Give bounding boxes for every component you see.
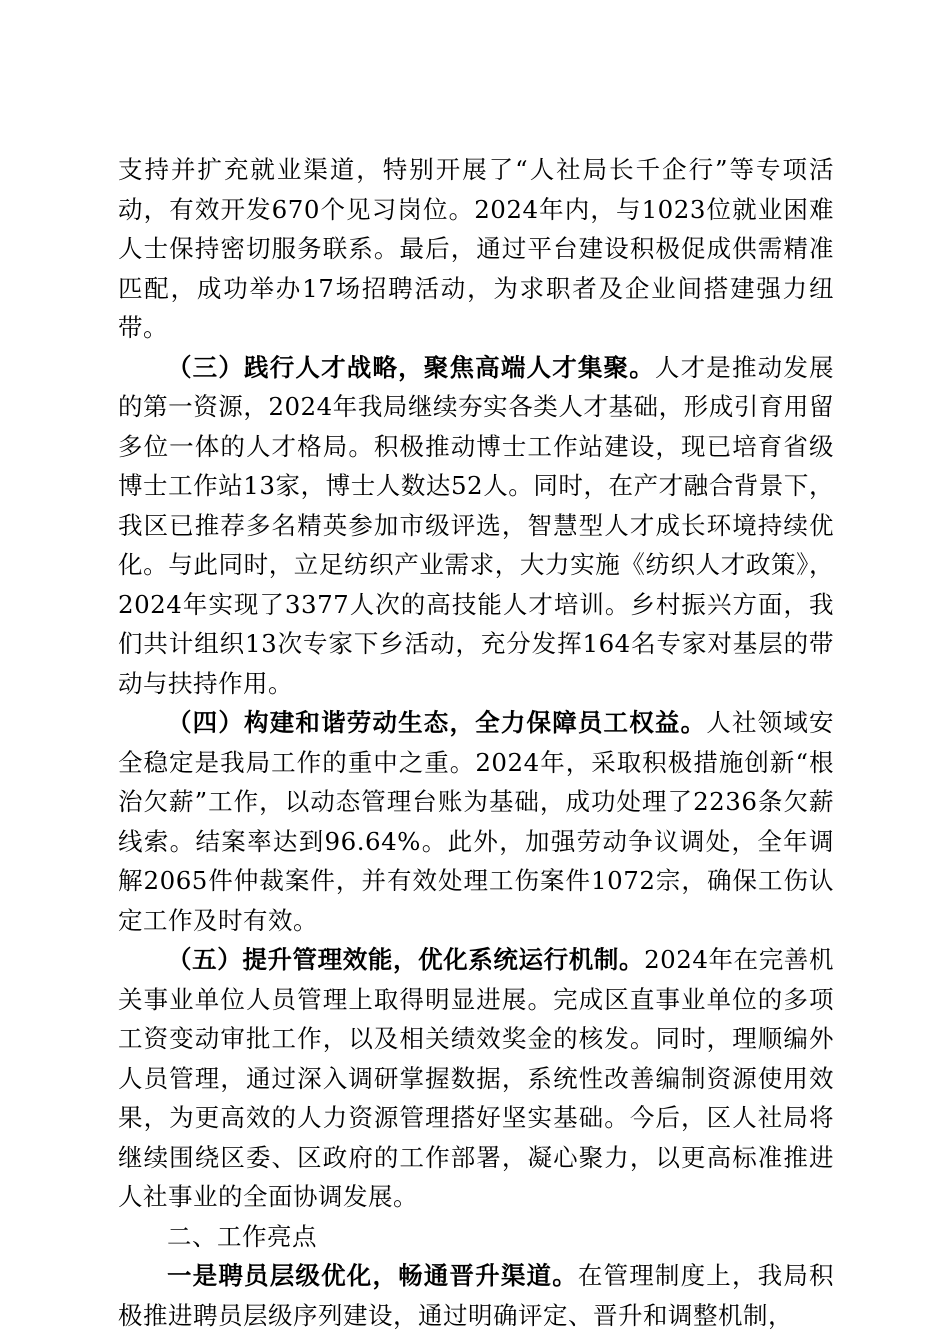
- paragraph-lead-heading: （三）践行人才战略，聚焦高端人才集聚。: [167, 352, 655, 382]
- paragraph-body: 在管理制度上，我局积极推进聘员层级序列建设，通过明确评定、晋升和调整机制，: [118, 1261, 835, 1330]
- paragraph-body: 人社领域安全稳定是我局工作的重中之重。2024年，采取积极措施创新“根治欠薪”工作，以动态管理台账为基础，成功处理了2236条欠薪线索。结案率达到96.64%。此外，加强劳动争议调处，全年调解2065件仲裁案件，并有效处理工伤案件1072宗，确保工伤认定工作及时有效。: [118, 708, 835, 935]
- paragraph-talent-strategy: [118, 348, 834, 704]
- document-page: [118, 150, 834, 1335]
- paragraph-labor-relations: [118, 703, 834, 940]
- paragraph-management-efficiency: [118, 940, 834, 1217]
- paragraph-lead-heading: 一是聘员层级优化，畅通晋升渠道。: [167, 1261, 578, 1290]
- paragraph-highlight-1: [118, 1256, 834, 1335]
- paragraph-body: 2024年在完善机关事业单位人员管理上取得明显进展。完成区直事业单位的多项工资变动审批工作，以及相关绩效奖金的核发。同时，理顺编外人员管理，通过深入调研掌握数据，系统性改善编制资源使用效果，为更高效的人力资源管理搭好坚实基础。今后，区人社局将继续围绕区委、区政府的工作部署，凝心聚力，以更高标准推进人社事业的全面协调发展。: [118, 945, 834, 1211]
- paragraph-lead-heading: （五）提升管理效能，优化系统运行机制。: [167, 945, 645, 974]
- section-heading-highlights: 二、工作亮点: [167, 1221, 317, 1251]
- paragraph-employment-channels: 支持并扩充就业渠道，特别开展了“人社局长千企行”等专项活动，有效开发670个见习岗位。2024年内，与1023位就业困难人士保持密切服务联系。最后，通过平台建设积极促成供需精准匹配，成功举办17场招聘活动，为求职者及企业间搭建强力纽带。: [118, 155, 834, 342]
- paragraph-body: 人才是推动发展的第一资源，2024年我局继续夯实各类人才基础，形成引育用留多位一体的人才格局。积极推动博士工作站建设，现已培育省级博士工作站13家，博士人数达52人。同时，在产才融合背景下，我区已推荐多名精英参加市级评选，智慧型人才成长环境持续优化。与此同时，立足纺织产业需求，大力实施《纺织人才政策》，2024年实现了3377人次的高技能人才培训。乡村振兴方面，我们共计组织13次专家下乡活动，充分发挥164名专家对基层的带动与扶持作用。: [118, 352, 835, 698]
- paragraph-lead-heading: （四）构建和谐劳动生态，全力保障员工权益。: [167, 708, 707, 737]
